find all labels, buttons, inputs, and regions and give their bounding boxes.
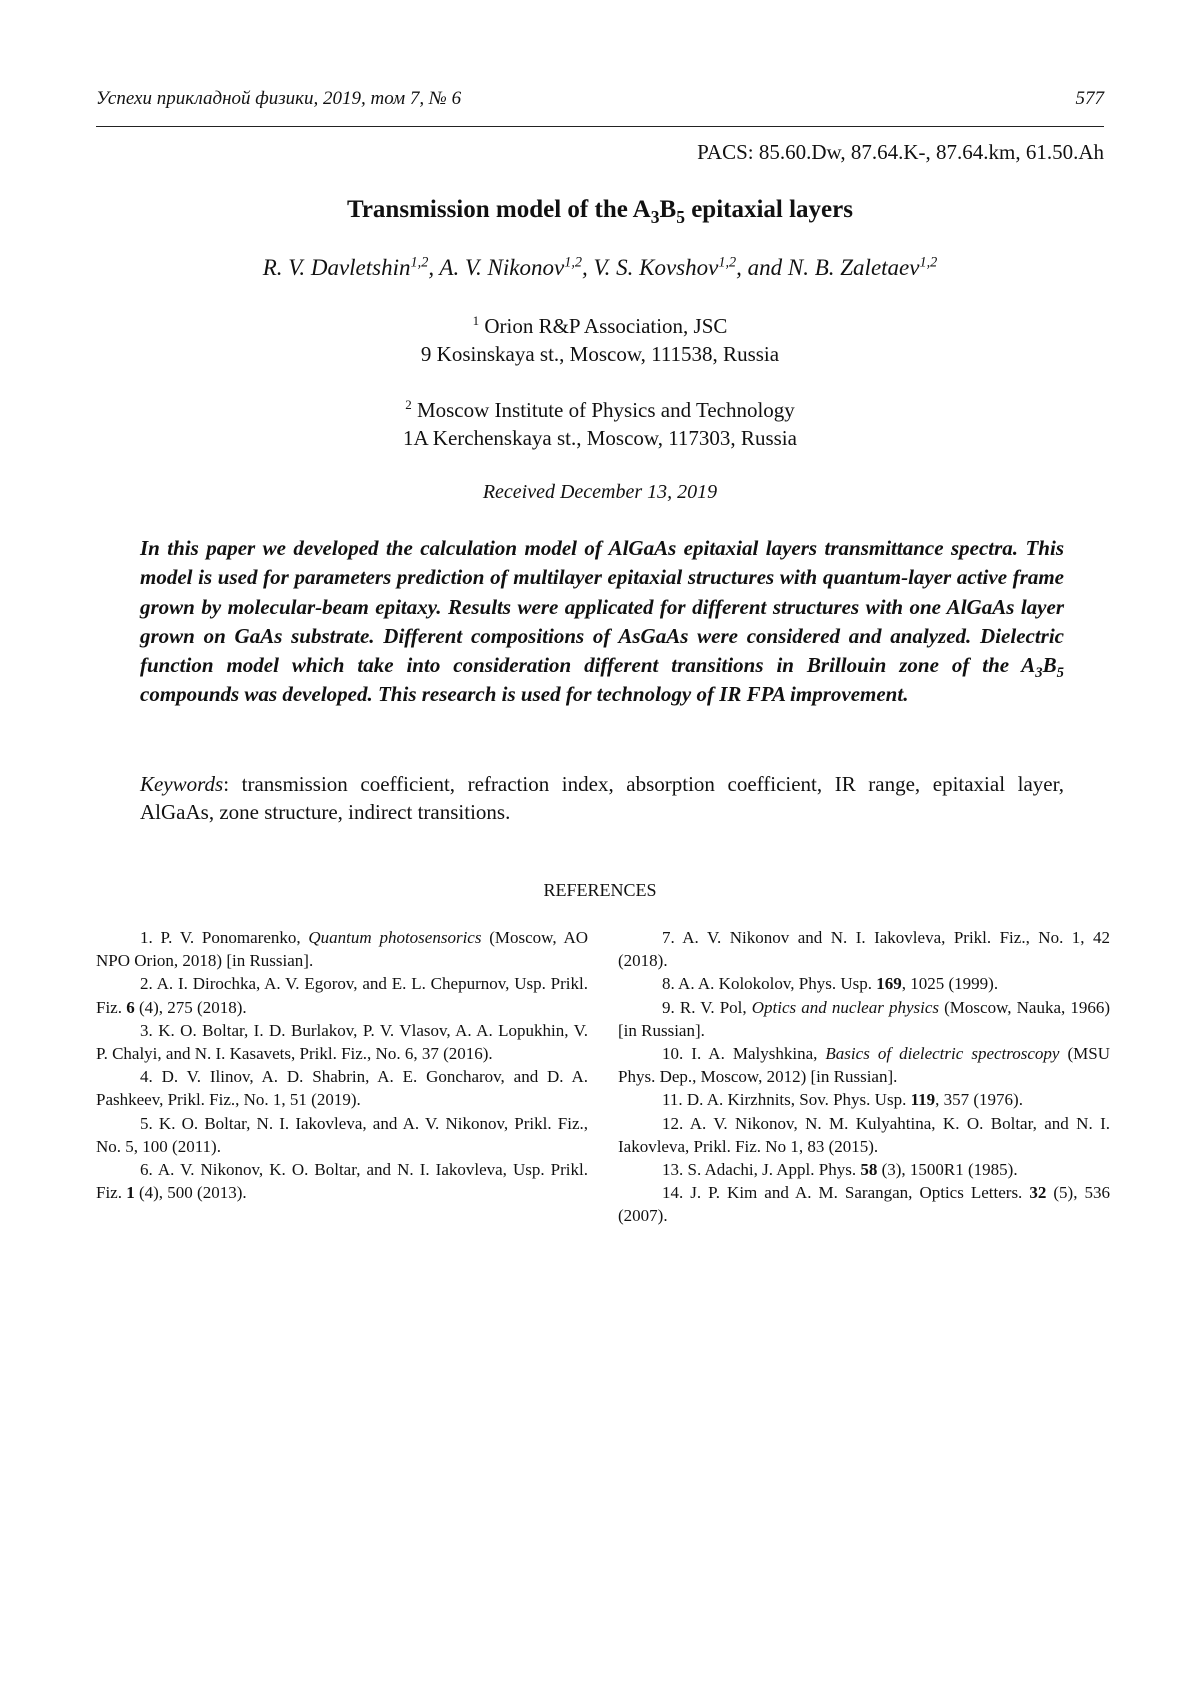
author-affiliation-mark: 1,2 [919, 254, 938, 271]
author-affiliation-mark: 1,2 [410, 254, 429, 271]
keywords-label: Keywords [140, 772, 224, 796]
references-heading: REFERENCES [543, 880, 657, 900]
author-name: N. B. Zaletaev [787, 255, 920, 280]
abstract-subscript-2: 5 [1056, 665, 1064, 682]
affiliation-2-name-line [0, 396, 1200, 424]
author-list [0, 255, 1200, 281]
reference-item: 5. K. O. Boltar, N. I. Iakovleva, and A. V. Nikonov, Prikl. Fiz., No. 5, 100 (2011). [96, 1113, 588, 1156]
affiliation-name: Orion R&P Association, JSC [484, 314, 728, 338]
affiliation-1-name-line [0, 312, 1200, 340]
journal-citation: Успехи прикладной физики, 2019, том 7, № 6 [96, 88, 462, 109]
reference-item: 13. S. Adachi, J. Appl. Phys. 58 (3), 1500R1 (1985). [662, 1160, 1018, 1180]
reference-item: 9. R. V. Pol, Optics and nuclear physics (Moscow, Nauka, 1966) [in Russian]. [618, 997, 1111, 1040]
title-text-3: epitaxial layers [684, 196, 853, 223]
reference-item: 8. A. A. Kolokolov, Phys. Usp. 169, 1025 (1999). [662, 974, 999, 994]
author-separator: , [428, 255, 440, 280]
references-column-left [96, 926, 588, 1204]
title-subscript-2: 5 [676, 207, 685, 227]
author-name: A. V. Nikonov [439, 255, 565, 280]
author-affiliation-mark: 1,2 [564, 254, 583, 271]
affiliation-2 [0, 396, 1200, 452]
title-subscript-1: 3 [650, 207, 660, 227]
abstract-subscript-1: 3 [1035, 665, 1043, 682]
reference-item: 11. D. A. Kirzhnits, Sov. Phys. Usp. 119, 357 (1976). [662, 1090, 1023, 1110]
reference-item: 3. K. O. Boltar, I. D. Burlakov, P. V. Vlasov, A. A. Lopukhin, V. P. Chalyi, and N. I. Kasavets, Prikl. Fiz., No. 6, 37 (2016). [96, 1020, 588, 1064]
abstract-text-3: compounds was developed. This research is used for technology of IR FPA improvement. [140, 682, 909, 707]
abstract-text-1: In this paper we developed the calculation model of AlGaAs epitaxial layers transmittance spectra. This model is used for parameters prediction of multilayer epitaxial structures with quantum-layer active frame grown by molecular-beam epitaxy. Results were applicated for different structures with one AlGaAs layer grown on GaAs substrate. Different compositions of AsGaAs were considered and analyzed. Dielectric function model which take into consideration different transitions in Brillouin zone of the A [140, 536, 1064, 678]
author-name: V. S. Kovshov [593, 255, 719, 280]
reference-item: 2. A. I. Dirochka, A. V. Egorov, and E. L. Chepurnov, Usp. Prikl. Fiz. 6 (4), 275 (2018). [96, 974, 588, 1017]
author-affiliation-mark: 1,2 [718, 254, 737, 271]
author-name: R. V. Davletshin [262, 255, 411, 280]
reference-item: 7. A. V. Nikonov and N. I. Iakovleva, Prikl. Fiz., No. 1, 42 (2018). [618, 928, 1110, 971]
affiliation-mark: 1 [472, 313, 480, 328]
author-separator: , [582, 255, 594, 280]
abstract [140, 534, 1064, 710]
pacs-codes: PACS: 85.60.Dw, 87.64.K-, 87.64.km, 61.50.Ah [697, 140, 1104, 164]
abstract-text-2: B [1042, 653, 1057, 678]
keywords [140, 770, 1064, 826]
author-separator: , and [736, 255, 788, 280]
affiliation-1 [0, 312, 1200, 368]
header-rule [96, 126, 1104, 127]
title-text-1: Transmission model of the A [347, 196, 651, 223]
title-text-2: B [659, 196, 677, 223]
references-column-right [618, 926, 1110, 1228]
reference-item: 1. P. V. Ponomarenko, Quantum photosensorics (Moscow, AO NPO Orion, 2018) [in Russian]. [96, 928, 589, 971]
page-number: 577 [1075, 88, 1104, 109]
reference-item: 4. D. V. Ilinov, A. D. Shabrin, A. E. Goncharov, and D. A. Pashkeev, Prikl. Fiz., No. 1, 51 (2019). [96, 1067, 588, 1110]
reference-item: 14. J. P. Kim and A. M. Sarangan, Optics Letters. 32 (5), 536 (2007). [618, 1183, 1111, 1226]
reference-item: 6. A. V. Nikonov, K. O. Boltar, and N. I. Iakovleva, Usp. Prikl. Fiz. 1 (4), 500 (2013). [96, 1160, 588, 1203]
affiliation-name: Moscow Institute of Physics and Technology [416, 398, 795, 422]
running-header [96, 88, 1104, 118]
keywords-text: : transmission coefficient, refraction index, absorption coefficient, IR range, epitaxial layer, AlGaAs, zone structure, indirect transitions. [140, 772, 1064, 824]
reference-item: 10. I. A. Malyshkina, Basics of dielectric spectroscopy (MSU Phys. Dep., Moscow, 2012) [in Russian]. [618, 1044, 1110, 1087]
reference-item: 12. A. V. Nikonov, N. M. Kulyahtina, K. O. Boltar, and N. I. Iakovleva, Prikl. Fiz. No 1, 83 (2015). [618, 1113, 1110, 1156]
affiliation-address: 9 Kosinskaya st., Moscow, 111538, Russia [420, 342, 780, 366]
paper-title [0, 196, 1200, 227]
affiliation-mark: 2 [405, 397, 412, 412]
received-date: Received December 13, 2019 [482, 481, 718, 503]
affiliation-address: 1A Kerchenskaya st., Moscow, 117303, Russia [403, 426, 797, 450]
